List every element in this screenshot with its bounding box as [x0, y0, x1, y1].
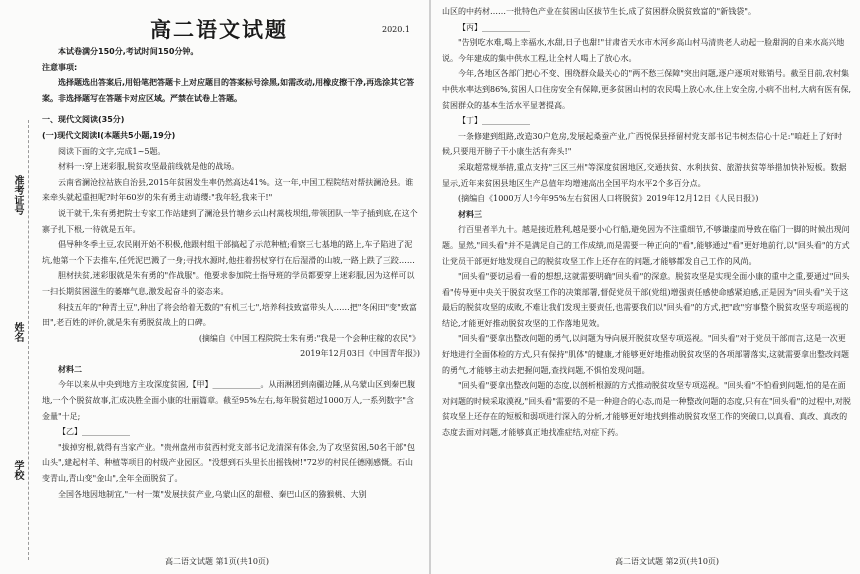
- page-footer: 高二语文试题 第1页(共10页): [165, 557, 270, 566]
- paragraph: 【乙】____________: [58, 427, 130, 437]
- left-text-column: [42, 44, 420, 502]
- paragraph: 一、现代文阅读(35分): [42, 115, 125, 125]
- paragraph: 科技五年的"种青土豆",种出了将会给着无数的"有机三七",培养科技致富带头人……把"冬闲田"变"致富田",老百姓的评价,就是朱有勇脱贫战上的口碑。: [42, 302, 417, 328]
- paragraph: 材料二: [58, 364, 82, 374]
- paragraph: "回头看"要拿出整改问题的态度,以剖析根源的方式推动脱贫攻坚专项巡视。"回头看"不怕看到问题,怕的是在面对问题的时候采取漠视,"回头看"需要的不是一种迎合的心态,而是一种整改问题的态度,只有在"回头看"的过程中,对脱贫攻坚上还存在的短板和弱项进行深入的分析,才能够更好地找到推动脱贫攻坚工作的突破口,以真看、真改、真改的态度去面对问题,才能够真正地找准症结,对症下药。: [442, 381, 851, 438]
- paragraph: 阅读下面的文字,完成1~5题。: [58, 146, 166, 156]
- paragraph: 本试卷满分150分,考试时间150分钟。: [58, 47, 199, 56]
- paragraph: 倡导种冬季土豆,农民刚开始不积极,他跟村组干部搞起了示范种植;看察三七基地的路上,车子陷进了泥坑,他第一个下去推车,任凭泥巴溅了一身;寻找水源时,他拄着拐杖穿行在后湿滑的山坡,一路上跌了三跤……: [42, 240, 415, 265]
- paragraph: (一)现代文阅读Ⅰ(本题共5小题,19分): [42, 130, 176, 140]
- side-label-name: 姓名: [12, 322, 23, 342]
- paragraph: 胆材扶贫,迷彩服就是朱有勇的"作战服"。他要求参加院士指导班的学员都要穿上迷彩服,因为这样可以一扫长期贫困滋生的萎靡气息,激发起奋斗的姿态来。: [42, 271, 415, 296]
- paragraph: 选择题选出答案后,用铅笔把答题卡上对应题目的答案标号涂黑,如需改动,用橡皮擦干净,再选涂其它答案。非选择题写在答题卡对应区域。严禁在试卷上答题。: [42, 78, 415, 103]
- binding-line: [28, 120, 29, 560]
- page-2: [430, 0, 860, 574]
- paragraph: 注意事项:: [42, 62, 78, 72]
- paragraph: 今年,各地区各部门把心不变、围绕群众最关心的"两不愁三保障"突出问题,逐户逐项对账销号。截至目前,农村集中供水率达到86%,贫困人口住房安全有保障,更多贫困山村的农民喝上放心水,住上安全房,小病不出村,大病有医有保,贫困群众的基本生活水平显著提高。: [442, 69, 852, 110]
- paragraph: 全国各地因地制宜,"一村一策"发展扶贫产业,乌蒙山区的甜橙、秦巴山区的猕猴桃、大别: [58, 489, 367, 499]
- paragraph: 今年以来从中央到地方主攻深度贫困,【甲】____________。从雨淋团到南疆边陲,从乌蒙山区到秦巴腹地,一个个脱贫故事,汇成决胜全面小康的壮丽篇章。截至95%左右,每年脱贫超过1000万人,一系列数字"含金量"十足;: [42, 380, 416, 421]
- paragraph: 材料一:穿上迷彩服,脱贫攻坚最前线就是他的战场。: [58, 162, 240, 172]
- side-label-school: 学校: [12, 460, 23, 480]
- side-label-exam-number: 准考证号: [12, 175, 23, 215]
- exam-date: 2020.1: [382, 25, 410, 34]
- page-footer: 高二语文试题 第2页(共10页): [615, 557, 720, 566]
- right-text-column: [442, 4, 852, 441]
- paragraph: 2019年12月03日《中国青年报》): [300, 349, 420, 359]
- paragraph: (摘编自《中国工程院院士朱有勇:"我是一个会种庄稼的农民"》: [198, 333, 420, 343]
- paragraph: (摘编自《1000万人!今年95%左右贫困人口将脱贫》2019年12月12日《人民日报》): [458, 194, 759, 204]
- paragraph: 一条修建到组路,改造30户危房,发展起桑蚕产业,广西悦保县择留村党支部书记韦树杰信心十足:"咱赶上了好时候,只要甩开膀子干小康生活有奔头!": [442, 131, 843, 157]
- paragraph: "回头看"要切忌看一看的想想,这就需要明确"回头看"的深意。脱贫攻坚是实现全面小康的重中之重,要通过"回头看"传导更中央关于脱贫攻坚工作的决策部署,督促党员干部(党组)增强责任感使命感紧迫感,正是因为"回头看"关于这最后的脱贫攻坚的成败,不难让我们发现主要责任,也需要我们以"回头看"的方式,把"政"穷事整个脱贫攻坚专项巡视的结论,才能更好推动脱贫攻坚的工作落地见效。: [442, 272, 850, 328]
- paragraph: 材料三: [458, 209, 482, 219]
- paragraph: 【丁】____________: [458, 116, 530, 126]
- paragraph: "告别吃水难,喝上幸福水,水甜,日子也甜!"甘肃省天水市木河乡高山村马清贵老人动起一脸甜润的自来水高兴地说。今年建成的集中供水工程,让全村人喝上了放心水。: [442, 38, 845, 63]
- paragraph: 【丙】____________: [458, 22, 530, 32]
- page-title: 高二语文试题: [150, 18, 288, 42]
- paragraph: 说干就干,朱有勇把院士专家工作站建到了澜沧县竹塘乡云山村蒿枝坝组,带领团队一竿子插到底,在这个寨子扎下根,一待就是五年。: [42, 208, 418, 234]
- paragraph: 云南省澜沧拉祜族自治县,2015年贫困发生率仍然高达41%。这一年,中国工程院结对帮扶澜沧县。谁来牵头就起重担呢?时年60岁的朱有勇主动请缨:"我年轻,我来干!": [42, 177, 414, 203]
- paragraph: "回头看"要拿出整改问题的勇气,以问题为导向展开脱贫攻坚专项巡视。"回头看"对于党员干部而言,这是一次更好地进行全面体检的方式,只有保持"肌体"的健康,才能够更好地推动脱贫攻坚的各项部署落实,这就需要拿出整改问题的勇气,才能够主动去把握问题,查找问题,不惧怕发现问题。: [442, 334, 849, 375]
- paragraph: 采取超常规举措,重点支持"三区三州"等深度贫困地区,交通扶贫、水利扶贫、旅游扶贫等举措加快补短板。数据显示,近年来贫困县地区生产总值年均增速高出全国平均水平2个多百分点。: [442, 162, 847, 188]
- paragraph: 山区的中药材……一批特色产业在贫困山区拔节生长,成了贫困群众脱贫致富的"新钱袋"。: [442, 7, 756, 16]
- paragraph: 行百里者半九十。越是接近胜利,越是要小心行船,避免因为不注重细节,不够谦虚而导致在临门一脚的时候出现问题。显然,"回头看"并不是满足自己的工作成绩,而是需要一种正向的"看",能够通过"看"更好地前行,以"回头看"的方式让党员干部更好地发现自己的脱贫攻坚工作上还存在的问题,才能够都发自己工作的风尚。: [442, 225, 850, 266]
- paragraph: "拔掉穷根,就得有当家产业。"贵州盘州市贫西村党支部书记龙清深有体会,为了攻坚贫困,50名干部"包山头",建起村羊、种植等项目的村级产业园区。"没想到石头里长出摇钱树!"72岁的村民任德刚感慨。石山变青山,青山变"金山",全年全面脱贫了。: [42, 442, 415, 484]
